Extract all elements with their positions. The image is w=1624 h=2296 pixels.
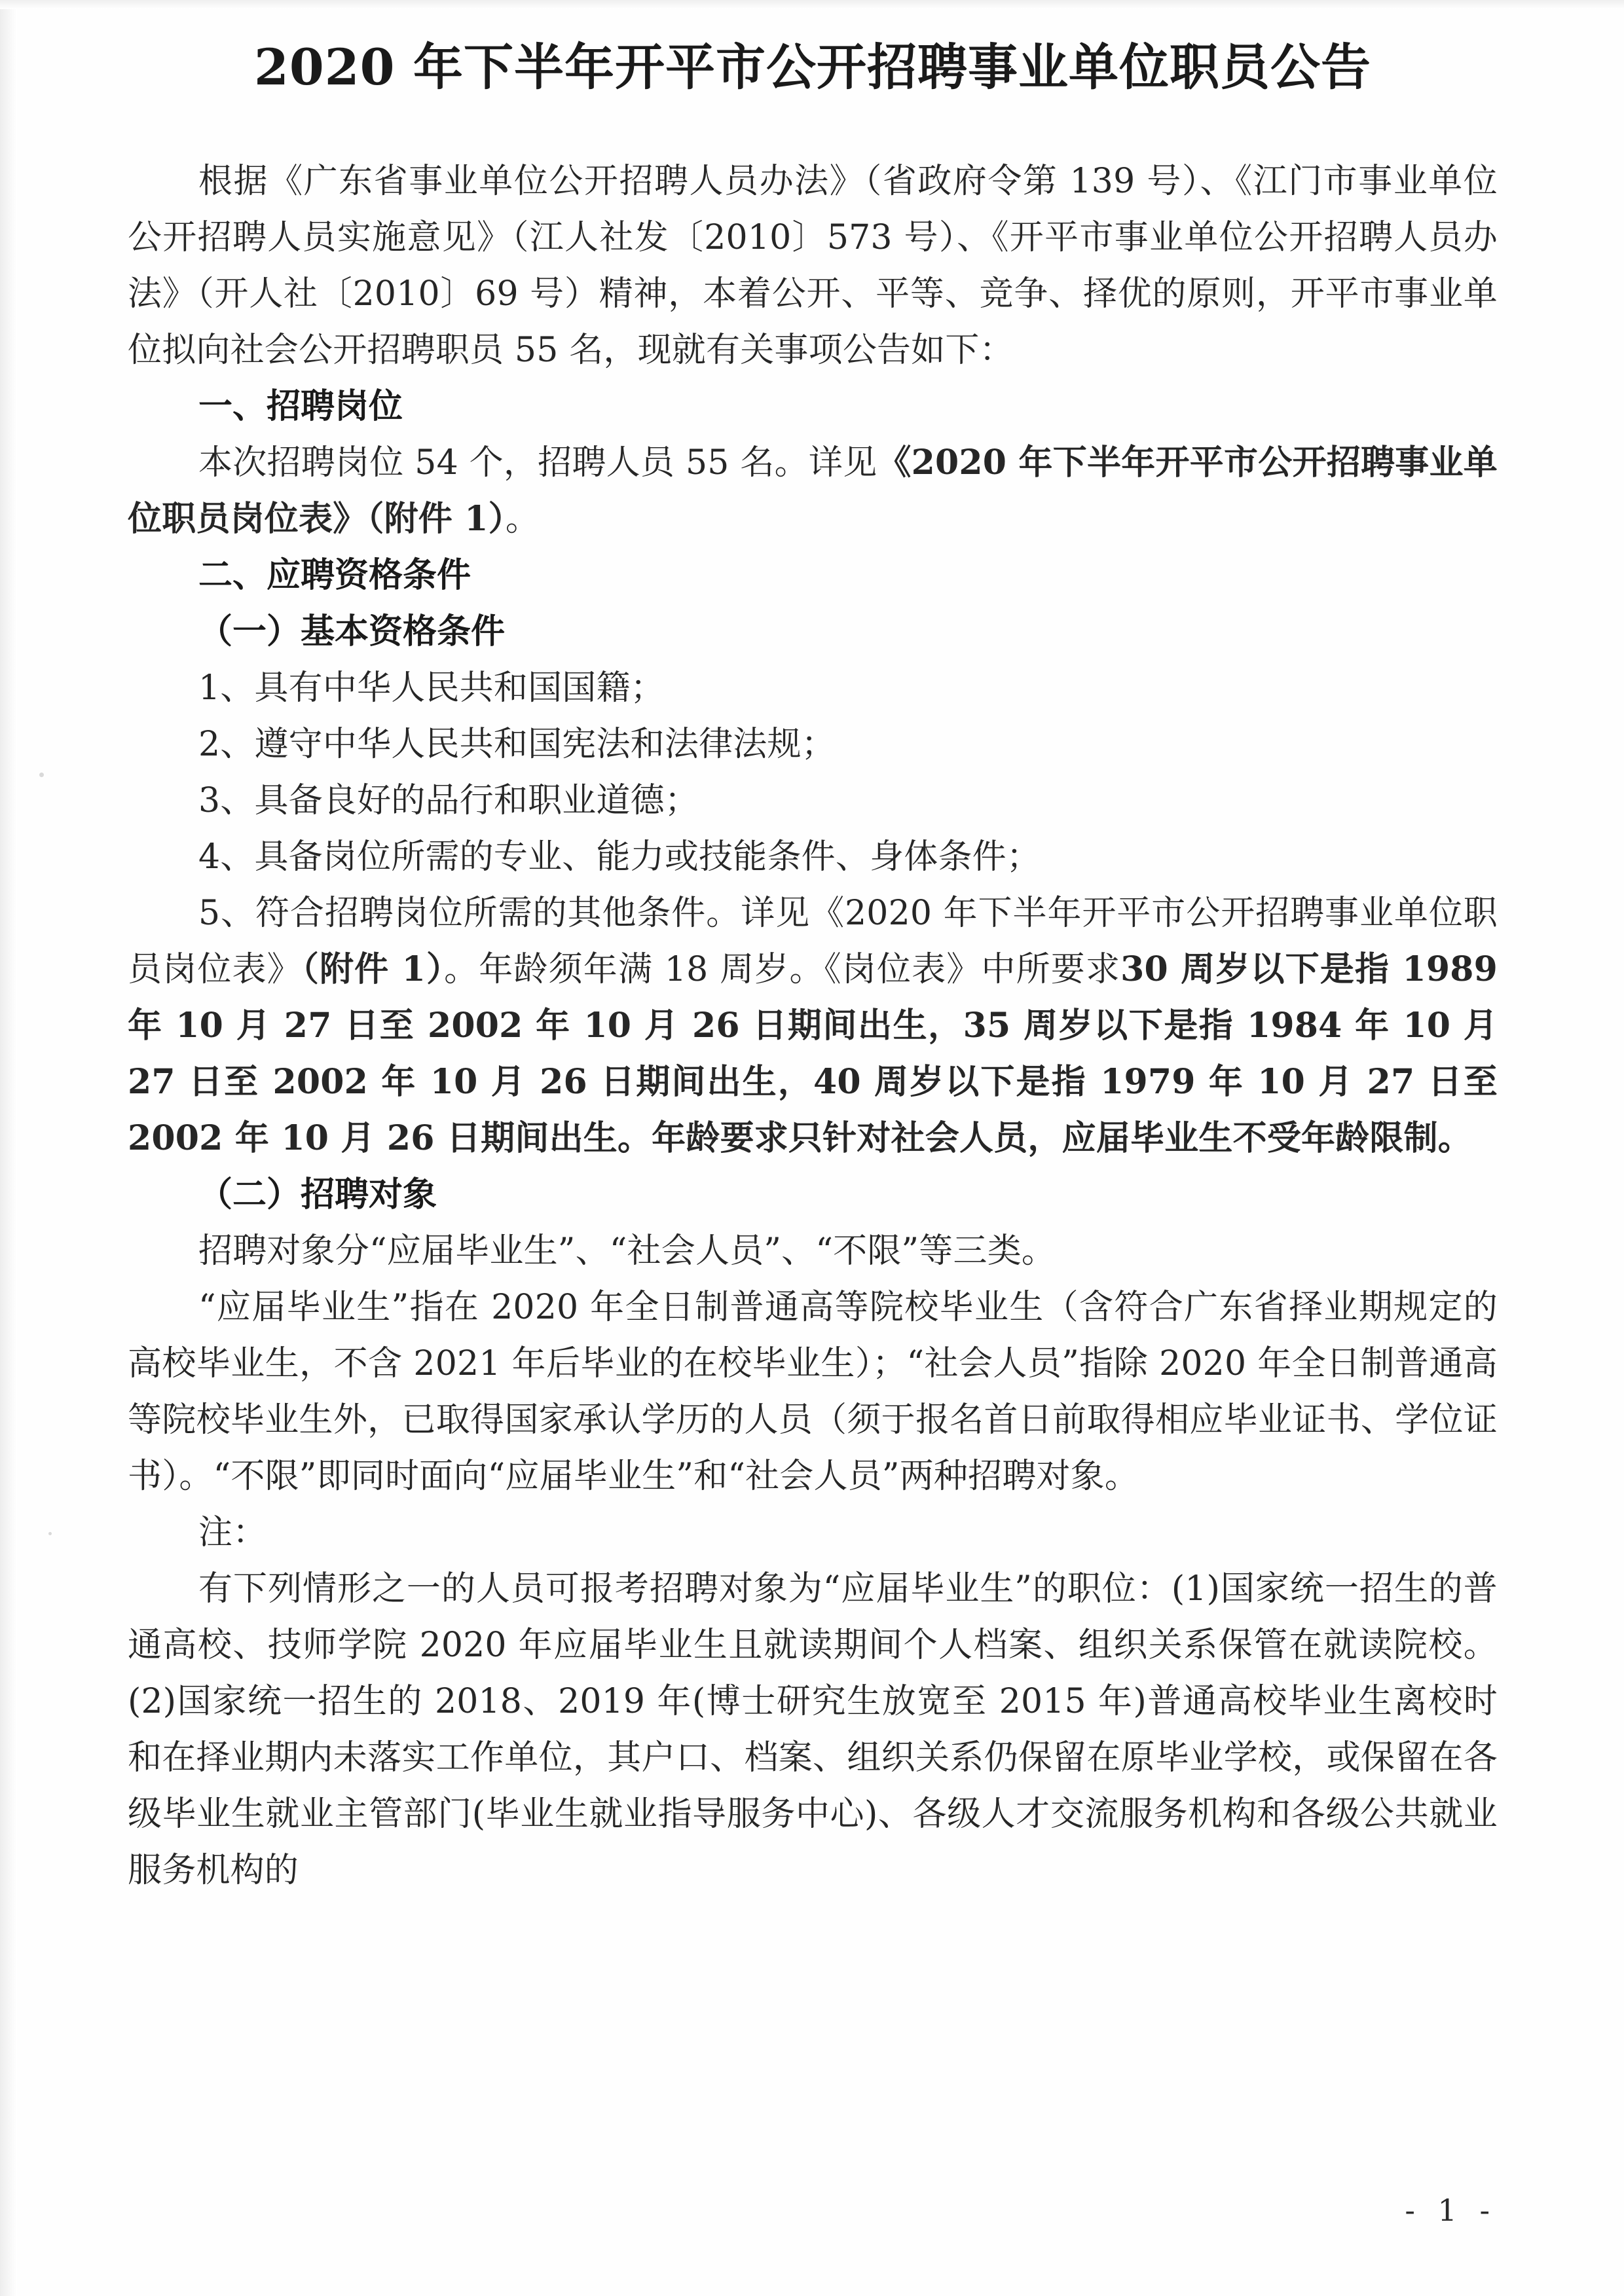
list-item-5 [128,885,1498,1167]
paragraph-position-count-lead: 本次招聘岗位 54 个，招聘人员 55 名。详见 [198,443,877,483]
list-item-5-attachment-ref: （附件 1） [301,949,445,989]
list-item-3: 3、具备良好的品行和职业道德； [198,780,699,820]
paragraph-position-count-tail: 。 [505,499,540,539]
heading-recruitment-positions: 一、招聘岗位 [198,386,403,426]
document-body [128,153,1498,1899]
paragraph-note-label: 注： [198,1512,267,1552]
paragraph-note-body: 有下列情形之一的人员可报考招聘对象为“应届毕业生”的职位：(1)国家统一招生的普通高校、技师学院 2020 年应届毕业生且就读期间个人档案、组织关系保管在就读院校。(2)国家统一招生的 2018、2019 年(博士研究生放宽至 2015 年)普通高校毕业生离校时和在择业期内未落实工作单位，其户口、档案、组织关系仍保留在原毕业学校，或保留在各级毕业生就业主管部门(毕业生就业指导服务中心)、各级人才交流服务机构和各级公共就业服务机构的 [128,1569,1498,1890]
list-item-2: 2、遵守中华人民共和国宪法和法律法规； [198,724,836,764]
document-content [128,0,1498,1899]
list-item-5-age-requirement: 30 周岁以下是指 1989 年 10 月 27 日至 2002 年 10 月 26 日期间出生，35 周岁以下是指 1984 年 10 月 27 日至 2002 年 10 月 26 日期间出生，40 周岁以下是指 1979 年 10 月 27 日至 2002 年 10 月 26 日期间出生。年龄要求只针对社会人员，应届毕业生不受年龄限制。 [128,949,1498,1158]
page-title: 2020 年下半年开平市公开招聘事业单位职员公告 [254,38,1371,96]
paragraph-position-count-bold: 《2020 年下半年开平市公开招聘事业单位职员岗位表》（附件 1） [128,442,1498,539]
paragraph-target-definitions: “应届毕业生”指在 2020 年全日制普通高等院校毕业生（含符合广东省择业期规定的高校毕业生，不含 2021 年后毕业的在校毕业生）；“社会人员”指除 2020 年全日制普通高等院校毕业生外，已取得国家承认学历的人员（须于报名首日前取得相应毕业证书、学位证书）。“不限”即同时面向“应届毕业生”和“社会人员”两种招聘对象。 [128,1287,1498,1496]
scan-speck [48,1532,52,1535]
heading-recruitment-targets: （二）招聘对象 [198,1174,437,1214]
scan-speck [39,773,44,777]
list-item-4: 4、具备岗位所需的专业、能力或技能条件、身体条件； [198,837,1041,877]
heading-qualification-conditions: 二、应聘资格条件 [198,555,471,595]
list-item-5-mid: 。年龄须年满 18 周岁。《岗位表》中所要求 [444,949,1121,989]
heading-basic-qualification: （一）基本资格条件 [198,611,506,651]
list-item-5-lead: 5、符合招聘岗位所需的其他条件。详见《2020 年下半年开平市公开招聘事业单位职员岗位表》 [128,893,1498,989]
page-number: - 1 - [1405,2193,1496,2228]
list-item-1: 1、具有中华人民共和国国籍； [198,668,665,708]
paragraph-position-count [128,435,1498,547]
paragraph-target-categories: 招聘对象分“应届毕业生”、“社会人员”、“不限”等三类。 [198,1231,1056,1271]
scan-edge-left [0,0,17,2296]
paragraph-intro: 根据《广东省事业单位公开招聘人员办法》（省政府令第 139 号）、《江门市事业单位公开招聘人员实施意见》（江人社发〔2010〕573 号）、《开平市事业单位公开招聘人员办法》（开人社〔2010〕69 号）精神，本着公开、平等、竞争、择优的原则，开平市事业单位拟向社会公开招聘职员 55 名，现就有关事项公告如下： [128,161,1498,370]
